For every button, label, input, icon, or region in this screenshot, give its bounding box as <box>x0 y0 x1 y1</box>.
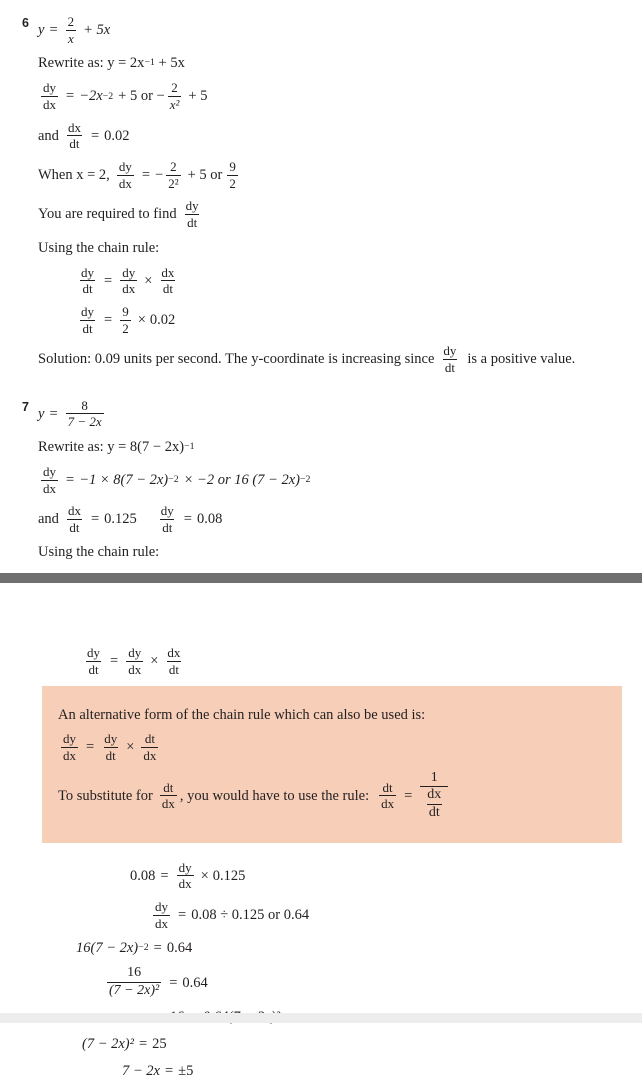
equals-sign: = <box>90 127 100 144</box>
fraction-denominator: dt <box>88 661 99 677</box>
fraction-numerator: 2 <box>171 80 178 96</box>
working-line-1 <box>38 861 612 891</box>
rate-value: 0.02 <box>149 312 176 329</box>
fraction-numerator: dy <box>118 158 132 174</box>
fraction-denominator: dx <box>155 915 168 931</box>
fraction-denominator: dx <box>122 281 136 297</box>
fraction-numerator: dy <box>160 503 174 519</box>
equals-sign: = <box>404 787 413 804</box>
fraction-numerator: dx <box>67 503 81 519</box>
and-label: and <box>38 511 59 528</box>
step-chain-rule-label <box>38 239 612 257</box>
equals-sign: = <box>66 471 75 488</box>
fraction-numerator: 2 <box>67 14 75 29</box>
working-block <box>0 861 642 1080</box>
fraction-numerator: dx <box>67 119 81 135</box>
fraction-numerator: dy <box>81 303 94 319</box>
rewrite-text: Rewrite as: y = 8(7 − 2x) <box>38 438 185 455</box>
times-sign: × <box>137 312 146 329</box>
working-line-4 <box>38 966 612 998</box>
derivative-term-b: + 5 or − <box>118 88 165 105</box>
fraction-dy-dx <box>120 266 137 296</box>
fraction-numerator: 9 <box>229 158 236 174</box>
dxdt-value: 0.125 <box>104 511 137 528</box>
fraction-9-over-2 <box>120 305 131 335</box>
step-chain-rule <box>38 266 612 296</box>
equals-sign: = <box>86 739 95 756</box>
solution-tail: is a positive value. <box>467 351 576 368</box>
derivative-term-b: × −2 or 16 (7 − 2x) <box>183 471 300 488</box>
step-solution <box>38 344 612 374</box>
step-chain-rule-label <box>38 543 612 561</box>
equals-sign: = <box>141 167 150 184</box>
value-right: ±5 <box>178 1063 194 1080</box>
rewrite-tail: + 5x <box>154 55 185 72</box>
and-label: and <box>38 127 59 144</box>
callout-formula <box>58 732 606 762</box>
question-body <box>38 390 612 569</box>
step-rates <box>38 504 612 534</box>
fraction-dt-dx <box>160 781 177 811</box>
working-line-6 <box>38 1035 612 1053</box>
fraction-numerator: dy <box>185 198 199 214</box>
fraction-dy-dx <box>126 646 143 676</box>
step-dxdt <box>38 121 612 151</box>
fraction-numerator: dx <box>161 264 175 280</box>
fraction-denominator: dt <box>69 136 80 152</box>
fraction-numerator: dy <box>43 463 56 479</box>
equals-sign: = <box>90 511 100 528</box>
fraction-numerator: 9 <box>122 303 129 319</box>
fraction-numerator: 16 <box>127 965 142 981</box>
expr-lhs: y <box>38 22 45 39</box>
fraction-denominator: dx <box>118 175 132 191</box>
fraction-numerator: dy <box>178 859 192 875</box>
question-number: 6 <box>22 16 29 30</box>
fraction-denominator: dx <box>178 876 192 892</box>
fraction-denominator: dx <box>161 796 175 812</box>
fraction-numerator: dx <box>427 787 442 803</box>
question-body <box>38 6 612 384</box>
fraction-denominator: dx <box>43 480 56 496</box>
chain-rule-label: Using the chain rule: <box>38 239 160 256</box>
fraction-2-over-x-squared <box>168 81 182 111</box>
step-required <box>38 199 612 229</box>
working-line-3: 16(7 − 2x) −2 = 0.64 <box>76 940 193 957</box>
working-line-7 <box>38 1062 612 1080</box>
step-rewrite: Rewrite as: y = 2x −1 + 5x <box>38 55 185 72</box>
fraction-denominator: x <box>67 30 74 46</box>
step-derivative: $\frac{dy}{dx}$ = −1 × 8(7 − 2x) −2 × −2 or 16 (7 − 2x) −2 <box>43 463 311 496</box>
equals-sign: = <box>110 653 119 670</box>
callout-intro <box>58 706 606 724</box>
equals-sign: = <box>66 88 75 105</box>
equals-sign: = <box>178 907 187 924</box>
equals-sign: = <box>104 312 113 329</box>
fraction-dy-dx <box>177 861 194 891</box>
fraction-dx-dt <box>66 121 83 151</box>
fraction-denominator: dt <box>69 519 80 535</box>
fraction-9-over-2 <box>227 160 238 190</box>
fraction-dy-dt <box>102 732 119 762</box>
chain-rule-label: Using the chain rule: <box>38 544 160 561</box>
page-bottom-strip <box>0 1013 642 1023</box>
question-expression <box>38 399 612 429</box>
expr-lhs: y <box>38 405 45 422</box>
question-block-7 <box>0 384 642 569</box>
fraction-dy-dt <box>184 199 201 229</box>
expression-left: (7 − 2x)² <box>82 1035 134 1052</box>
fraction-dy-dx <box>61 732 78 762</box>
chain-rule-equation <box>38 646 612 676</box>
alternative-chain-rule-callout <box>42 686 622 842</box>
fraction-numerator: dt <box>163 779 174 795</box>
fraction-numerator: dy <box>104 731 118 747</box>
fraction-numerator: dy <box>122 264 136 280</box>
working-line-2 <box>38 900 612 930</box>
step-chain-rule-substituted <box>38 305 612 335</box>
fraction-numerator: dy <box>43 80 56 96</box>
fraction-dy-dt <box>85 646 102 676</box>
fraction-numerator: dy <box>63 731 76 747</box>
callout-intro-text: An alternative form of the chain rule which can also be used is: <box>58 707 426 724</box>
fraction-dy-dt <box>159 504 176 534</box>
fraction-denominator: dx <box>43 97 56 113</box>
fraction-denominator: 2 <box>229 175 236 191</box>
fraction-numerator: 1 <box>430 769 438 785</box>
fraction-denominator: dt <box>105 748 116 764</box>
fraction-numerator: dy <box>443 343 457 359</box>
fraction-dy-dt <box>79 305 96 335</box>
times-sign: × <box>200 867 209 884</box>
fraction-one-over-dxdt <box>420 771 448 821</box>
fraction-numerator: dy <box>155 899 168 915</box>
substitute-mid: , you would have to use the rule: <box>179 787 370 804</box>
rewrite-text: Rewrite as: y = 2x <box>38 55 145 72</box>
expression-left: 16(7 − 2x) <box>76 940 139 957</box>
fraction-denominator: dt <box>444 359 455 375</box>
equals-sign: = <box>104 272 113 289</box>
equals-sign: = <box>160 867 169 884</box>
fraction-2-over-2-squared <box>166 160 180 190</box>
fraction-dx-dt <box>425 788 443 820</box>
fraction-dy-dx <box>117 160 134 190</box>
times-sign: × <box>150 653 159 670</box>
fraction-numerator: dt <box>144 731 155 747</box>
derivative-term-a: −2x <box>79 88 103 105</box>
value-right: 0.64 <box>166 940 193 957</box>
fraction-16-over-bracket-squared <box>107 966 161 998</box>
value-left: 0.08 <box>130 867 156 884</box>
fraction-dy-dx <box>41 465 58 495</box>
value-right: 0.64 <box>182 974 208 991</box>
fraction-8-over-7-minus-2x <box>66 399 104 429</box>
fraction-numerator: dy <box>81 264 94 280</box>
step-when-x-2 <box>38 160 612 190</box>
fraction-2-over-x <box>66 15 77 45</box>
expression-left: 7 − 2x <box>122 1063 160 1080</box>
value-right: 0.08 ÷ 0.125 or 0.64 <box>191 907 310 924</box>
derivative-term-c: + 5 <box>188 88 208 105</box>
fraction-dt-dx-rule <box>379 781 396 811</box>
fraction-numerator: dy <box>128 645 142 660</box>
fraction-dy-dx <box>41 81 58 111</box>
question-row <box>22 6 612 384</box>
equals-sign: = <box>138 1035 148 1052</box>
minus-sign: − <box>155 167 164 184</box>
fraction-denominator: dt <box>428 805 440 821</box>
continuation-chain-rule <box>0 583 642 676</box>
fraction-denominator: 2² <box>168 175 179 191</box>
fraction-denominator: dt <box>82 281 93 297</box>
dxdt-value: 0.02 <box>104 127 130 144</box>
equals-sign: = <box>169 974 178 991</box>
callout-substitute <box>58 771 606 821</box>
fraction-denominator: 2 <box>122 320 129 336</box>
step-rewrite: Rewrite as: y = 8(7 − 2x) −1 <box>38 438 195 455</box>
fraction-numerator: 8 <box>81 397 88 413</box>
fraction-denominator: dx <box>63 748 76 764</box>
page-separator-bar <box>0 573 642 583</box>
fraction-denominator: dx <box>128 661 142 677</box>
fraction-denominator: x² <box>169 97 180 113</box>
plus-five-or: + 5 or <box>187 167 223 184</box>
fraction-denominator: dt <box>162 519 173 535</box>
fraction-denominator: dt <box>82 320 93 336</box>
times-sign: × <box>144 272 153 289</box>
fraction-dx-dt <box>159 266 176 296</box>
fraction-dx-dt <box>66 504 83 534</box>
times-sign: × <box>126 739 135 756</box>
fraction-denominator: dt <box>162 281 173 297</box>
fraction-dx-dt <box>165 646 182 676</box>
value-right: 0.125 <box>212 867 246 884</box>
required-label: You are required to find <box>38 206 177 223</box>
derivative-term-a: −1 × 8(7 − 2x) <box>79 471 169 488</box>
fraction-numerator: dx <box>167 645 181 660</box>
when-label: When x = 2, <box>38 167 110 184</box>
question-block-6 <box>0 0 642 384</box>
question-number: 7 <box>22 399 29 414</box>
value-right: 25 <box>152 1035 167 1052</box>
substitute-lead: To substitute for <box>58 787 153 804</box>
expr-tail: + 5x <box>83 22 111 39</box>
fraction-denominator: (7 − 2x)² <box>109 983 160 999</box>
expr-equals: = <box>49 22 58 39</box>
step-derivative: $\frac{dy}{dx}$ = −2x −2 + 5 or − $\frac{2}{\text{x²}}$ + 5 <box>43 80 208 113</box>
fraction-denominator: dt <box>168 661 179 677</box>
question-expression <box>38 15 612 45</box>
fraction-denominator: dt <box>187 214 198 230</box>
fraction-numerator: 2 <box>170 158 177 174</box>
fraction-dy-dt <box>79 266 96 296</box>
fraction-dt-dx <box>141 732 158 762</box>
fraction-denominator: dx <box>381 796 395 812</box>
fraction-denominator: dx <box>143 748 157 764</box>
dydt-value: 0.08 <box>196 511 223 528</box>
question-row <box>22 390 612 569</box>
fraction-dy-dt <box>441 344 458 374</box>
fraction-denominator: 7 − 2x <box>67 414 102 430</box>
fraction-numerator: dy <box>87 645 100 660</box>
equals-sign: = <box>164 1063 174 1080</box>
fraction-denominator <box>420 786 448 820</box>
fraction-numerator: dt <box>382 779 393 795</box>
solution-text: Solution: 0.09 units per second. The y-coordinate is increasing since <box>38 351 435 368</box>
equals-sign: = <box>183 511 192 528</box>
expr-equals: = <box>49 405 58 422</box>
equals-sign: = <box>153 940 162 957</box>
fraction-dy-dx <box>153 900 170 930</box>
